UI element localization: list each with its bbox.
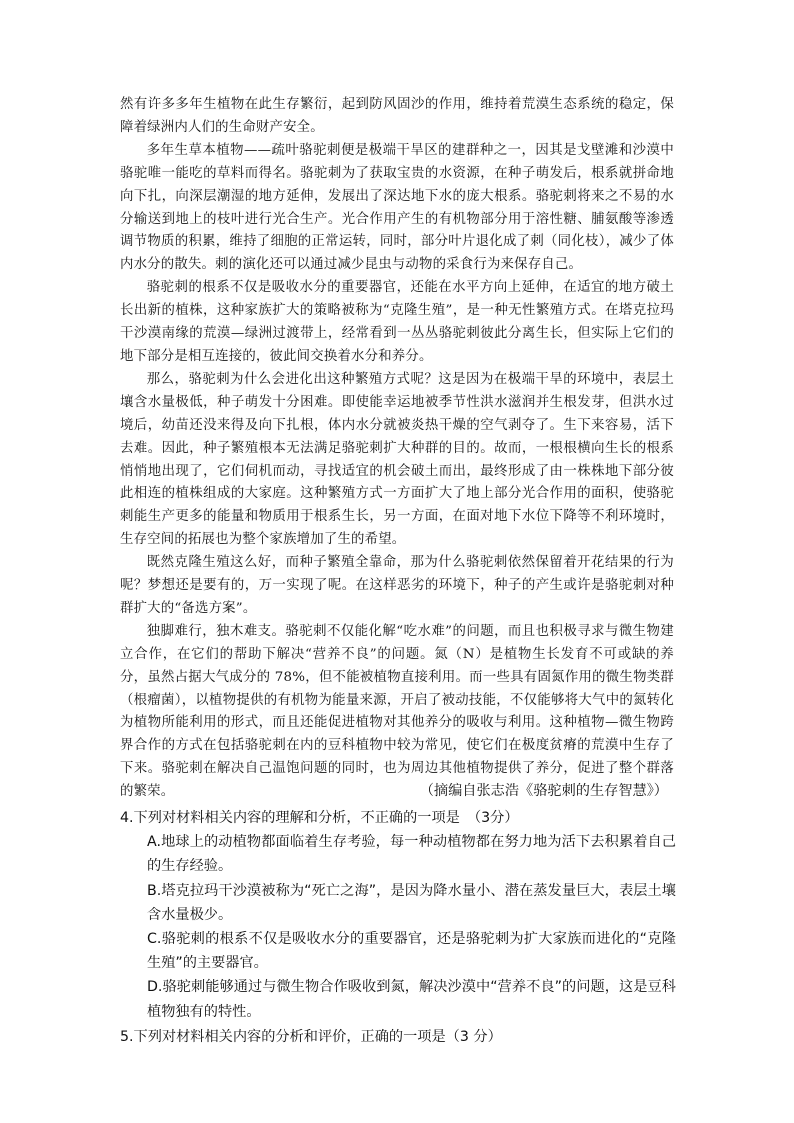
article-paragraph-1: 然有许多多年生植物在此生存繁衍，起到防风固沙的作用，维持着荒漠生态系统的稳定，保障着绿洲内人们的生命财产安全。	[120, 97, 674, 135]
article-source: （摘编自张志浩《骆驼刺的生存智慧》）	[419, 783, 668, 799]
question-4-option-a: A.地球上的动植物都面临着生存考验，每一种动植物都在努力地为活下去积累着自己的生存经验。	[147, 834, 676, 875]
article-paragraph-2: 多年生草本植物——疏叶骆驼刺便是极端干旱区的建群种之一，因其是戈壁滩和沙漠中骆驼唯一能吃的草料而得名。骆驼刺为了获取宝贵的水资源，在种子萌发后，根系就拼命地向下扎，向深层潮湿的地方延伸，发展出了深达地下水的庞大根系。骆驼刺将来之不易的水分输送到地上的枝叶进行光合生产。光合作用产生的有机物部分用于溶性糖、脯氨酸等渗透调节物质的积累，维持了细胞的正常运转，同时，部分叶片退化成了刺（同化枝），减少了体内水分的散失。刺的演化还可以通过减少昆虫与动物的采食行为来保存自己。	[120, 142, 674, 273]
question-4-option-d: D.骆驼刺能够通过与微生物合作吸收到氮，解决沙漠中“营养不良”的问题，这是豆科植物独有的特性。	[147, 979, 676, 1020]
question-5-title: 5.下列对材料相关内容的分析和评价，正确的一项是（3 分）	[120, 1028, 502, 1045]
question-4-option-b: B.塔克拉玛干沙漠被称为“死亡之海”，是因为降水量小、潜在蒸发量巨大，表层土壤含水量极少。	[147, 882, 676, 923]
article-body	[120, 94, 674, 804]
question-4-option-c: C.骆驼刺的根系不仅是吸收水分的重要器官，还是骆驼刺为扩大家族而进化的“克隆生殖”的主要器官。	[147, 931, 676, 972]
article-paragraph-6: 独脚难行，独木难支。骆驼刺不仅能化解“吃水难”的问题，而且也积极寻求与微生物建立合作，在它们的帮助下解决“营养不良”的问题。氮（N）是植物生长发育不可或缺的养分，虽然占据大气成分的 78%，但不能被植物直接利用。而一些具有固氮作用的微生物类群（根瘤菌），以植物提供的有机物为能量来源，开启了被动技能，不仅能够将大气中的氮转化为植物所能利用的形式，而且还能促进植物对其他养分的吸收与利用。这种植物—微生物跨界合作的方式在包括骆驼刺在内的豆科植物中较为常见，使它们在极度贫瘠的荒漠中生存了下来。骆驼刺在解决自己温饱问题的同时，也为周边其他植物提供了养分，促进了整个群落的繁荣。	[120, 623, 674, 800]
questions-section	[120, 806, 676, 1049]
article-paragraph-4: 那么，骆驼刺为什么会进化出这种繁殖方式呢？这是因为在极端干旱的环境中，表层土壤含水量极低，种子萌发十分困难。即使能幸运地被季节性洪水滋润并生根发芽，但洪水过境后，幼苗还没来得及向下扎根，体内水分就被炎热干燥的空气剥夺了。生下来容易，活下去难。因此，种子繁殖根本无法满足骆驼刺扩大种群的目的。故而，一根根横向生长的根系悄悄地出现了，它们伺机而动，寻找适宜的机会破土而出，最终形成了由一株株地下部分彼此相连的植株组成的大家庭。这种繁殖方式一方面扩大了地上部分光合作用的面积，使骆驼刺能生产更多的能量和物质用于根系生长，另一方面，在面对地下水位下降等不利环境时，生存空间的拓展也为整个家族增加了生的希望。	[120, 371, 674, 548]
article-paragraph-5: 既然克隆生殖这么好，而种子繁殖全靠命，那为什么骆驼刺依然保留着开花结果的行为呢？梦想还是要有的，万一实现了呢。在这样恶劣的环境下，种子的产生或许是骆驼刺对种群扩大的“备选方案”。	[120, 555, 674, 616]
article-paragraph-3: 骆驼刺的根系不仅是吸收水分的重要器官，还能在水平方向上延伸，在适宜的地方破土长出新的植株，这种家族扩大的策略被称为“克隆生殖”，是一种无性繁殖方式。在塔克拉玛干沙漠南缘的荒漠—绿洲过渡带上，经常看到一丛丛骆驼刺彼此分离生长，但实际上它们的地下部分是相互连接的，彼此间交换着水分和养分。	[120, 280, 674, 364]
question-4-title: 4.下列对材料相关内容的理解和分析，不正确的一项是 （3分）	[120, 810, 519, 826]
